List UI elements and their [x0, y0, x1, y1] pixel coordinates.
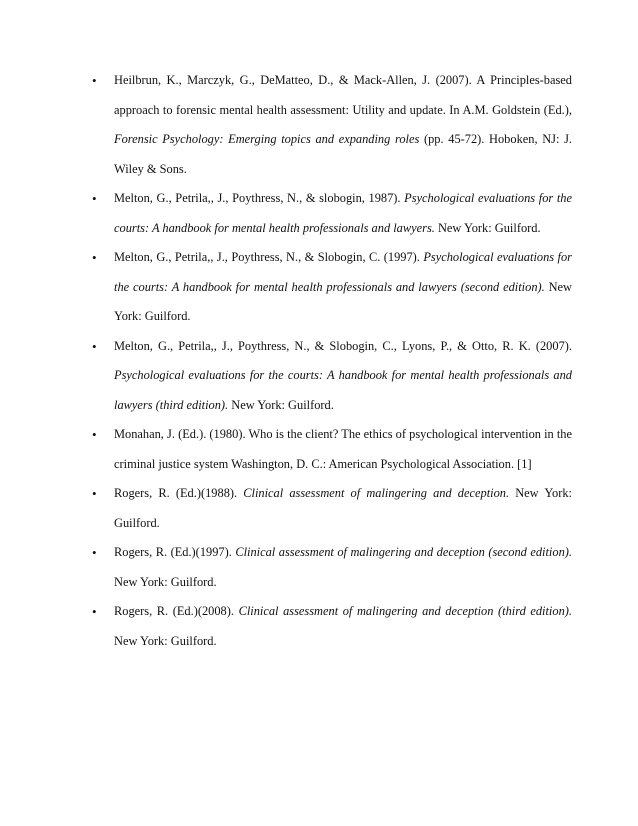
reference-text-tail: New York: Guilford. — [114, 486, 572, 530]
reference-item — [92, 66, 572, 184]
reference-text-plain: Melton, G., Petrila,, J., Poythress, N., & slobogin, 1987). — [114, 191, 405, 205]
bullet-icon: • — [92, 604, 97, 619]
reference-title: Psychological evaluations for the courts: A handbook for mental health professionals and lawyers (second edition). — [114, 250, 572, 294]
reference-text — [114, 597, 572, 656]
bullet-icon: • — [92, 73, 97, 88]
reference-text-plain: Melton, G., Petrila,, J., Poythress, N., & Slobogin, C. (1997). — [114, 250, 424, 264]
reference-text — [114, 479, 572, 538]
bullet-icon: • — [92, 486, 97, 501]
reference-text — [114, 420, 572, 479]
reference-title: Clinical assessment of malingering and deception (third edition). — [238, 604, 572, 618]
reference-text-tail: New York: Guilford. — [434, 220, 541, 235]
reference-text — [114, 538, 572, 597]
reference-text-plain: Rogers, R. (Ed.)(2008). — [114, 604, 239, 618]
reference-title: Clinical assessment of malingering and deception (second edition). — [235, 545, 572, 559]
reference-text-tail: New York: Guilford. — [228, 397, 334, 412]
reference-text-tail: New York: Guilford. — [114, 633, 217, 648]
reference-text-plain: Rogers, R. (Ed.)(1988). — [114, 486, 244, 500]
bullet-icon: • — [92, 427, 97, 442]
bullet-icon: • — [92, 545, 97, 560]
bullet-icon: • — [92, 191, 97, 206]
reference-item — [92, 332, 572, 421]
reference-item — [92, 479, 572, 538]
reference-title: Clinical assessment of malingering and deception. — [243, 486, 510, 500]
reference-text — [114, 184, 572, 243]
reference-text-plain: Heilbrun, K., Marczyk, G., DeMatteo, D., & Mack-Allen, J. (2007). A Principles-based approach to forensic mental health assessment: Utility and update. In A.M. Goldstein (Ed.), — [114, 73, 572, 117]
reference-item — [92, 597, 572, 656]
reference-text-plain: Monahan, J. (Ed.). (1980). Who is the client? The ethics of psychological intervention in the criminal justice system Washington, D. C.: American Psychological Association. [1] — [114, 427, 572, 471]
reference-text — [114, 66, 572, 184]
reference-text-plain: Rogers, R. (Ed.)(1997). — [114, 545, 236, 559]
reference-item — [92, 420, 572, 479]
reference-item — [92, 538, 572, 597]
reference-text-plain: Melton, G., Petrila,, J., Poythress, N., & Slobogin, C., Lyons, P., & Otto, R. K. (2007). — [114, 338, 572, 353]
bullet-icon: • — [92, 250, 97, 265]
reference-item — [92, 243, 572, 332]
reference-title: Psychological evaluations for the courts: A handbook for mental health professionals and lawyers. — [114, 191, 572, 235]
reference-text-tail: New York: Guilford. — [114, 279, 573, 323]
reference-text-tail: (pp. 45-72). Hoboken, NJ: J. Wiley & Sons. — [114, 132, 573, 176]
reference-title: Forensic Psychology: Emerging topics and expanding roles — [114, 132, 420, 146]
bullet-icon: • — [92, 338, 97, 354]
reference-text-tail: New York: Guilford. — [114, 574, 217, 589]
reference-list — [92, 66, 572, 656]
reference-item — [92, 184, 572, 243]
reference-text — [114, 243, 572, 332]
reference-title: Psychological evaluations for the courts: A handbook for mental health professionals and lawyers (third edition). — [114, 368, 572, 412]
reference-text — [114, 332, 572, 421]
